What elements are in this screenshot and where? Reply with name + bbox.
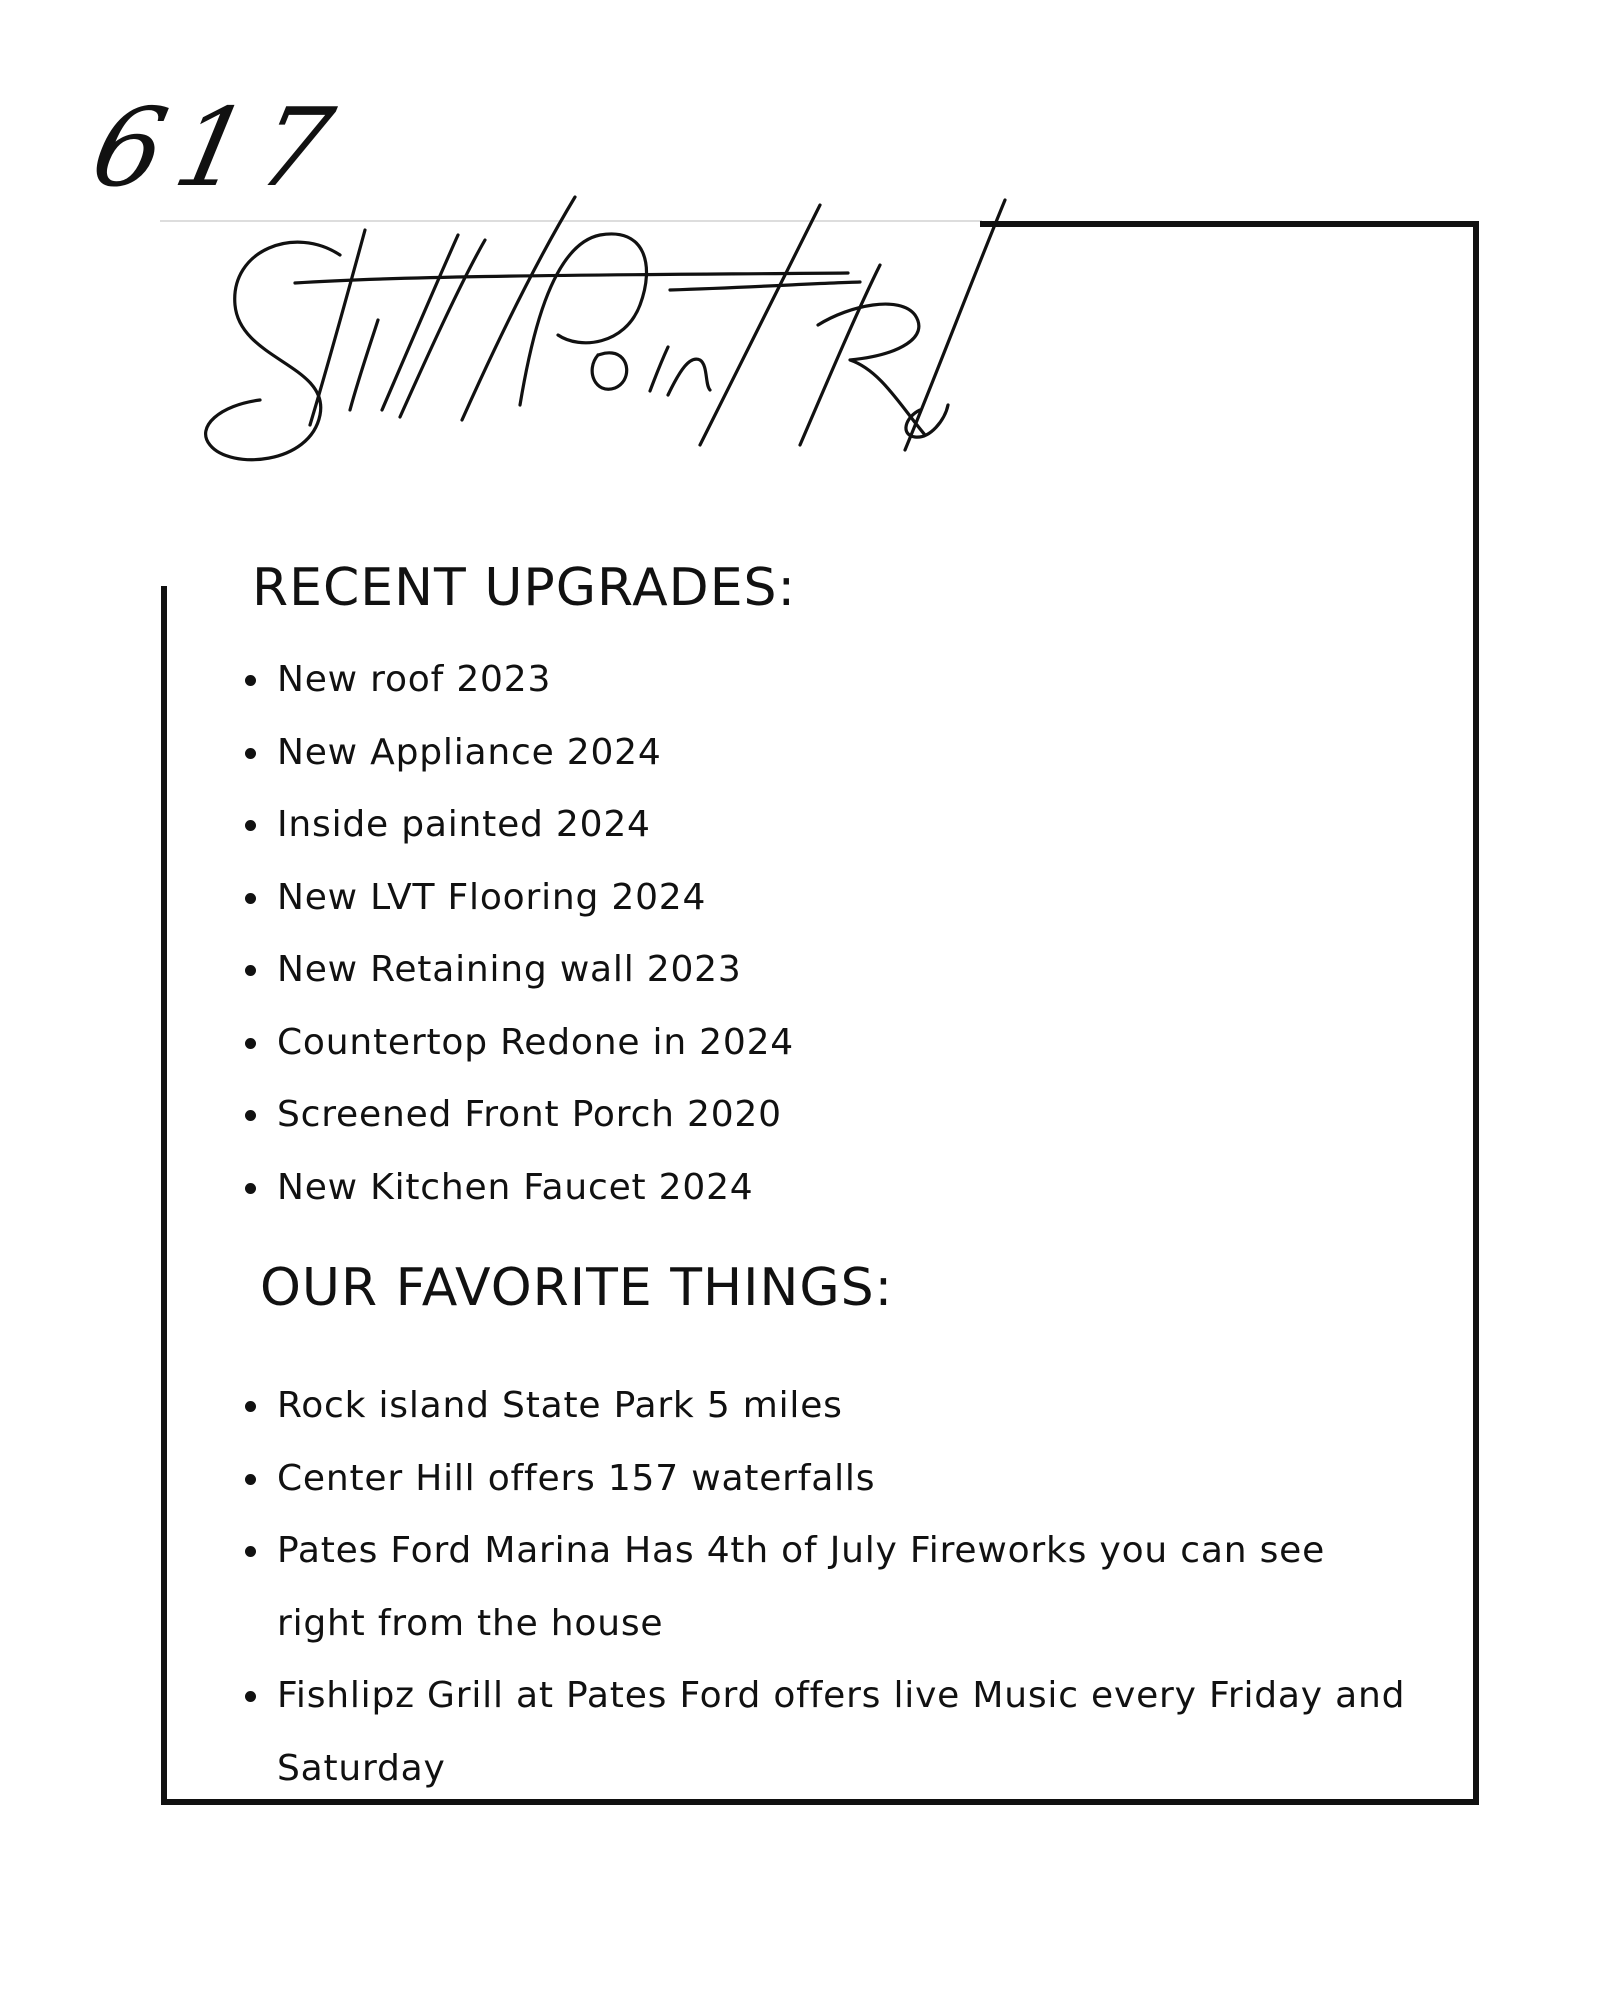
list-item: New Appliance 2024 — [245, 717, 1425, 790]
list-item: Pates Ford Marina Has 4th of July Fireworks you can see right from the house — [245, 1515, 1425, 1660]
list-item: New roof 2023 — [245, 644, 1425, 717]
list-item: Fishlipz Grill at Pates Ford offers live Music every Friday and Saturday — [245, 1660, 1425, 1805]
list-item: New LVT Flooring 2024 — [245, 862, 1425, 935]
favorite-things-heading: OUR FAVORITE THINGS: — [260, 1258, 894, 1318]
list-item: Countertop Redone in 2024 — [245, 1007, 1425, 1080]
street-name-script — [200, 195, 1050, 475]
list-item: New Kitchen Faucet 2024 — [245, 1152, 1425, 1225]
list-item: Inside painted 2024 — [245, 789, 1425, 862]
address-number: 617 — [81, 86, 357, 211]
list-item: New Retaining wall 2023 — [245, 934, 1425, 1007]
favorite-things-list — [245, 1370, 1425, 1805]
recent-upgrades-heading: RECENT UPGRADES: — [252, 558, 797, 618]
list-item: Rock island State Park 5 miles — [245, 1370, 1425, 1443]
list-item: Screened Front Porch 2020 — [245, 1079, 1425, 1152]
list-item: Center Hill offers 157 waterfalls — [245, 1443, 1425, 1516]
recent-upgrades-list — [245, 644, 1425, 1224]
